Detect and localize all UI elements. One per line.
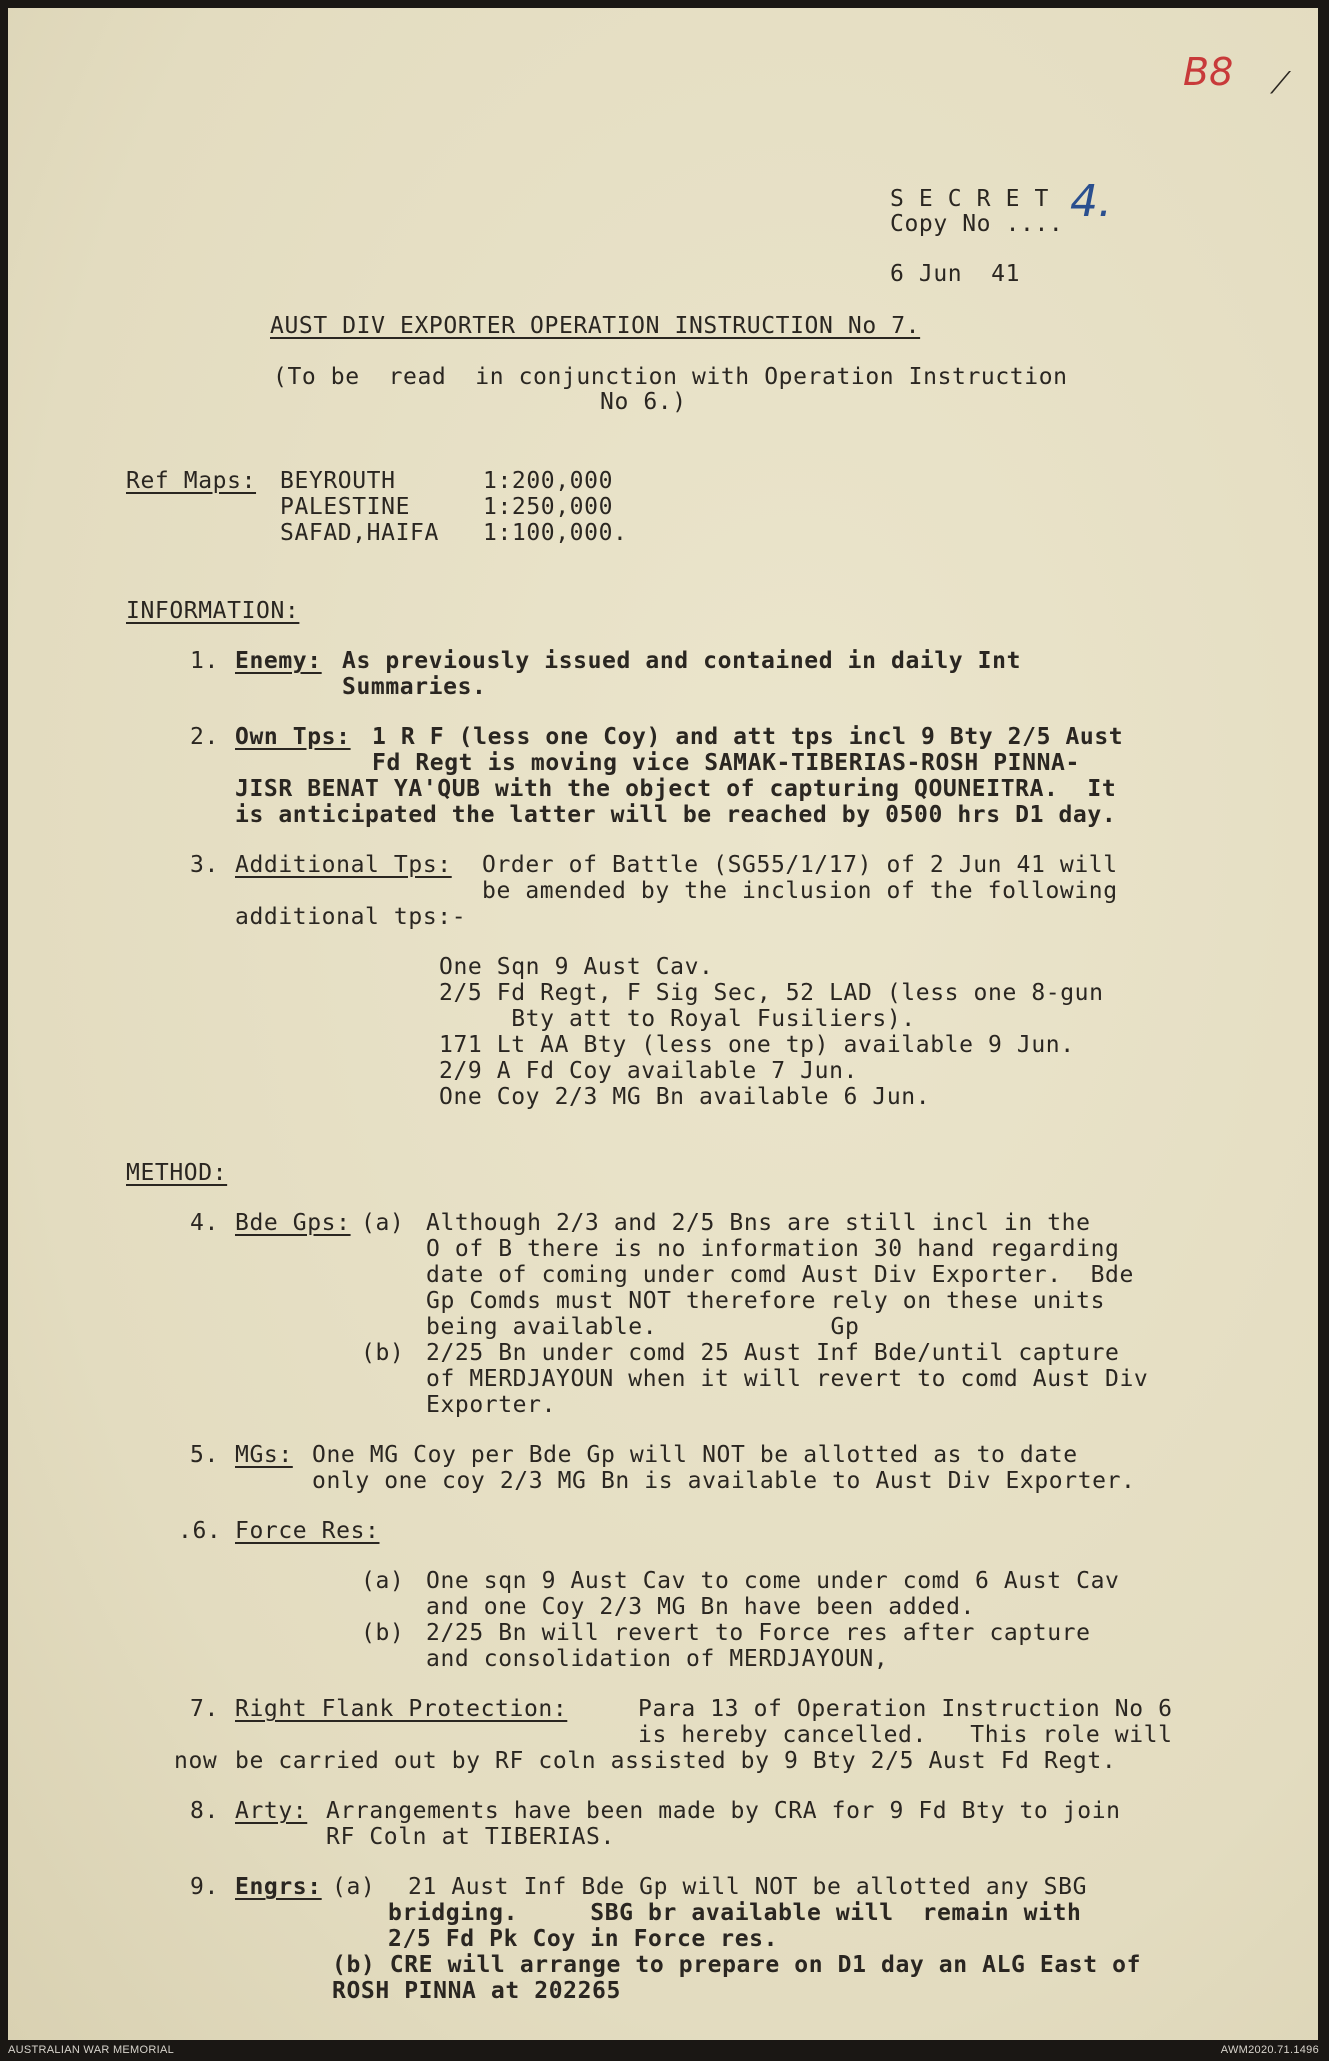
footer-archive-label: AUSTRALIAN WAR MEMORIAL [8, 2044, 175, 2056]
para-text: be carried out by RF coln assisted by 9 Bty 2/5 Aust Fd Regt. [235, 1748, 1117, 1774]
map-scale: 1:250,000 [483, 494, 614, 520]
corner-mark: B8 [1183, 50, 1234, 94]
para-number: 9. [190, 1874, 219, 1900]
para-text: (b) CRE will arrange to prepare on D1 day an ALG East of [332, 1952, 1142, 1978]
troop-list-item: 171 Lt AA Bty (less one tp) available 9 Jun. [439, 1032, 1075, 1058]
para-number: 3. [190, 852, 219, 878]
para-label: Bde Gps: [235, 1210, 351, 1236]
copy-number-handwritten: 4. [1070, 176, 1112, 227]
para-text: JISR BENAT YA'QUB with the object of capturing QOUNEITRA. It [235, 776, 1117, 802]
troop-list-item: 2/5 Fd Regt, F Sig Sec, 52 LAD (less one 8-gun [439, 980, 1104, 1006]
map-scale: 1:100,000. [483, 520, 628, 546]
information-heading: INFORMATION: [126, 598, 300, 624]
para-text: 2/25 Bn will revert to Force res after capture [426, 1620, 1091, 1646]
para-number: 4. [190, 1210, 219, 1236]
para-text: date of coming under comd Aust Div Exporter. Bde [426, 1262, 1134, 1288]
para-text: Arrangements have been made by CRA for 9 Fd Bty to join [326, 1798, 1121, 1824]
para-label: MGs: [235, 1442, 293, 1468]
subpara-mark: (b) [361, 1620, 405, 1646]
scribble-mark: ⟋ [1270, 66, 1291, 101]
para-text: 21 Aust Inf Bde Gp will NOT be allotted any SBG [408, 1874, 1088, 1900]
para-text: being available. Gp [426, 1314, 860, 1340]
subpara-mark: (a) [361, 1210, 405, 1236]
para-text: of MERDJAYOUN when it will revert to comd Aust Div [426, 1366, 1149, 1392]
para-text: RF Coln at TIBERIAS. [326, 1824, 615, 1850]
para-text: Order of Battle (SG55/1/17) of 2 Jun 41 will [482, 852, 1118, 878]
subpara-mark: (a) [361, 1568, 405, 1594]
para-text: Para 13 of Operation Instruction No 6 [638, 1696, 1173, 1722]
footer-accession-number: AWM2020.71.1496 [1220, 2044, 1319, 2056]
para-text: One sqn 9 Aust Cav to come under comd 6 Aust Cav [426, 1568, 1120, 1594]
para-label: Engrs: [235, 1874, 322, 1900]
para-label: Enemy: [235, 648, 322, 674]
troop-list-item: One Coy 2/3 MG Bn available 6 Jun. [439, 1084, 931, 1110]
para-text: is hereby cancelled. This role will [638, 1722, 1173, 1748]
troop-list-item: One Sqn 9 Aust Cav. [439, 954, 714, 980]
troop-list-item: Bty att to Royal Fusiliers). [439, 1006, 916, 1032]
troop-list-item: 2/9 A Fd Coy available 7 Jun. [439, 1058, 858, 1084]
para-text: be amended by the inclusion of the following [482, 878, 1118, 904]
para-text: and consolidation of MERDJAYOUN, [426, 1646, 889, 1672]
subtitle-line-1: (To be read in conjunction with Operation Instruction [273, 364, 1068, 390]
map-name: SAFAD,HAIFA [280, 520, 439, 546]
para-text: Summaries. [342, 674, 487, 700]
copy-number-label: Copy No .... [890, 211, 1064, 237]
map-scale: 1:200,000 [483, 468, 614, 494]
para-text: additional tps:- [235, 904, 467, 930]
para-text: 2/25 Bn under comd 25 Aust Inf Bde/until capture [426, 1340, 1120, 1366]
para-label: Arty: [235, 1798, 308, 1824]
secret-label: S E C R E T [890, 186, 1049, 212]
map-name: PALESTINE [280, 494, 411, 520]
para-label: Additional Tps: [235, 852, 452, 878]
para-text: 1 R F (less one Coy) and att tps incl 9 Bty 2/5 Aust [372, 724, 1124, 750]
para-text: ROSH PINNA at 202265 [332, 1978, 621, 2004]
para-number: 1. [190, 648, 219, 674]
para-text: As previously issued and contained in daily Int [342, 648, 1022, 674]
subpara-mark: (b) [361, 1340, 405, 1366]
para-text: Gp Comds must NOT therefore rely on these units [426, 1288, 1106, 1314]
para-text: 2/5 Fd Pk Coy in Force res. [388, 1926, 779, 1952]
para-number: .6. [178, 1518, 222, 1544]
para-text: Although 2/3 and 2/5 Bns are still incl in the [426, 1210, 1091, 1236]
para-text: now [174, 1748, 218, 1774]
para-number: 7. [190, 1696, 219, 1722]
document-title: AUST DIV EXPORTER OPERATION INSTRUCTION No 7. [270, 313, 921, 339]
para-text: only one coy 2/3 MG Bn is available to Aust Div Exporter. [312, 1468, 1136, 1494]
para-text: bridging. SBG br available will remain with [388, 1900, 1082, 1926]
para-text: Exporter. [426, 1392, 557, 1418]
para-label: Force Res: [235, 1518, 380, 1544]
subtitle-line-2: No 6.) [600, 389, 687, 415]
document-date: 6 Jun 41 [890, 261, 1021, 287]
para-number: 5. [190, 1442, 219, 1468]
method-heading: METHOD: [126, 1160, 228, 1186]
para-text: O of B there is no information 30 hand regarding [426, 1236, 1120, 1262]
para-text: One MG Coy per Bde Gp will NOT be allotted as to date [312, 1442, 1078, 1468]
para-text: and one Coy 2/3 MG Bn have been added. [426, 1594, 975, 1620]
ref-maps-label: Ref Maps: [126, 468, 257, 494]
document-page [8, 8, 1318, 2040]
subpara-mark: (a) [332, 1874, 376, 1900]
para-label: Own Tps: [235, 724, 351, 750]
map-name: BEYROUTH [280, 468, 396, 494]
para-text: Fd Regt is moving vice SAMAK-TIBERIAS-ROSH PINNA- [372, 750, 1080, 776]
para-number: 8. [190, 1798, 219, 1824]
para-label: Right Flank Protection: [235, 1696, 568, 1722]
para-number: 2. [190, 724, 219, 750]
para-text: is anticipated the latter will be reached by 0500 hrs D1 day. [235, 802, 1117, 828]
